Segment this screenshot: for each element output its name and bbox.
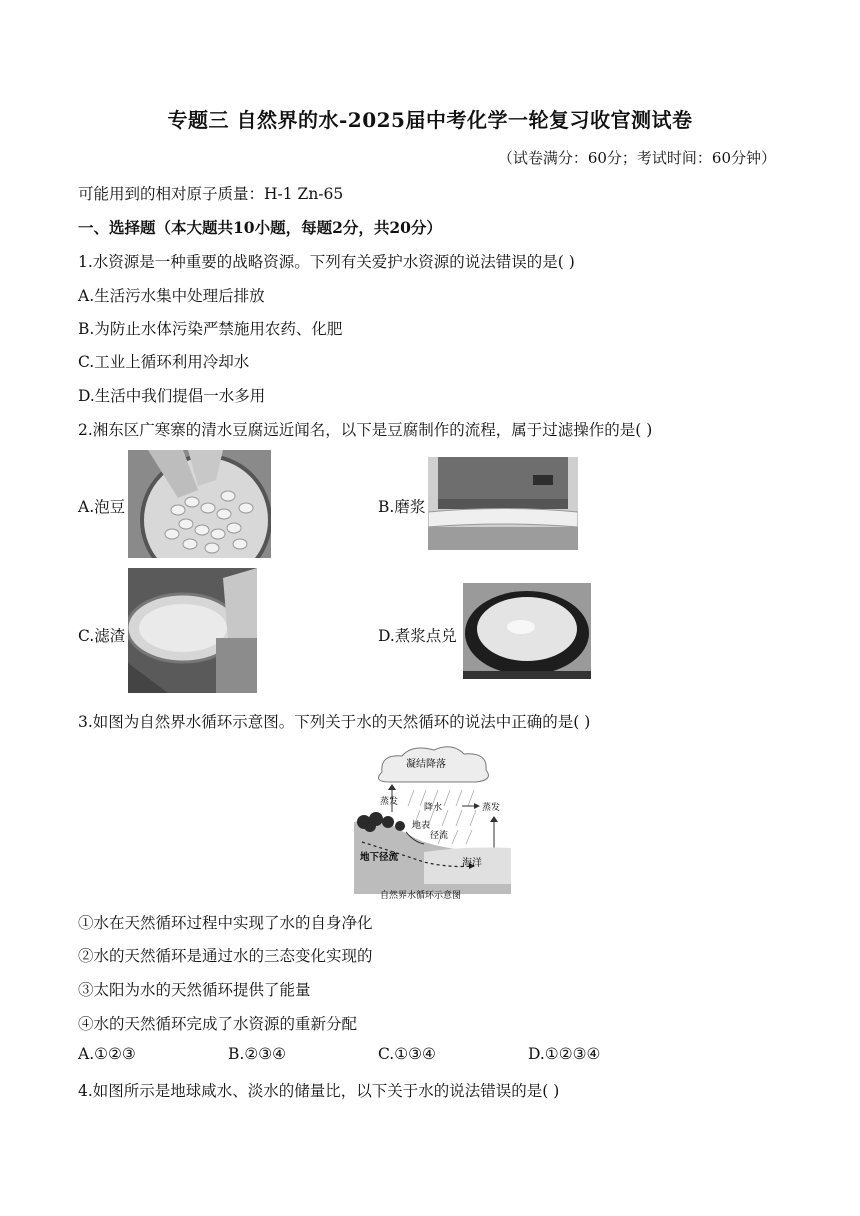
label-underground: 地下径流 [360,852,399,863]
label-rain: 降水 [424,803,443,813]
q3-option-b: B.②③④ [228,1045,287,1063]
water-cycle-diagram [354,744,511,904]
label-ocean: 海洋 [462,858,482,869]
stone-mill-photo [428,457,578,550]
q3-option-d: D.①②③④ [528,1045,601,1063]
q1-option-c: C.工业上循环利用冷却水 [78,353,250,371]
q2-option-b-label: B.磨浆 [378,498,426,516]
q1-option-a: A.生活污水集中处理后排放 [78,287,265,305]
page-title: 专题三 自然界的水-2025届中考化学一轮复习收官测试卷 [167,108,693,132]
q3-statement-3: ③太阳为水的天然循环提供了能量 [78,981,311,999]
q2-option-c-label: C.滤渣 [78,627,126,645]
label-surface: 地表 [412,821,431,831]
label-evap-right: 蒸发 [482,803,501,813]
q2-stem: 2.湘东区广寒寨的清水豆腐远近闻名，以下是豆腐制作的流程，属于过滤操作的是( ) [78,421,653,439]
boiling-pot-photo [463,583,591,679]
label-runoff: 径流 [430,831,449,841]
q3-option-c: C.①③④ [378,1045,436,1063]
q2-option-a-label: A.泡豆 [78,498,126,516]
q3-statement-4: ④水的天然循环完成了水资源的重新分配 [78,1015,358,1033]
q3-statement-1: ①水在天然循环过程中实现了水的自身净化 [78,914,373,932]
q1-option-d: D.生活中我们提倡一水多用 [78,387,266,405]
q2-option-d-label: D.煮浆点兑 [378,627,457,645]
atomic-masses: 可能用到的相对原子质量：H-1 Zn-65 [78,185,344,203]
soaking-beans-photo [128,450,271,558]
section-heading: 一、选择题（本大题共10小题，每题2分，共20分） [78,218,442,237]
q4-stem: 4.如图所示是地球咸水、淡水的储量比，以下关于水的说法错误的是( ) [78,1082,560,1100]
q3-stem: 3.如图为自然界水循环示意图。下列关于水的天然循环的说法中正确的是( ) [78,713,591,731]
label-cloud: 凝结降落 [406,759,446,770]
q1-stem: 1.水资源是一种重要的战略资源。下列有关爱护水资源的说法错误的是( ) [78,253,575,271]
q3-option-a: A.①②③ [78,1045,136,1063]
filtering-photo [128,568,257,693]
diagram-caption: 自然界水循环示意图 [380,891,462,901]
q1-option-b: B.为防止水体污染严禁施用农药、化肥 [78,320,343,338]
q3-statement-2: ②水的天然循环是通过水的三态变化实现的 [78,947,373,965]
label-evap-left: 蒸发 [380,797,399,807]
exam-meta: （试卷满分：60分；考试时间：60分钟） [497,149,776,167]
